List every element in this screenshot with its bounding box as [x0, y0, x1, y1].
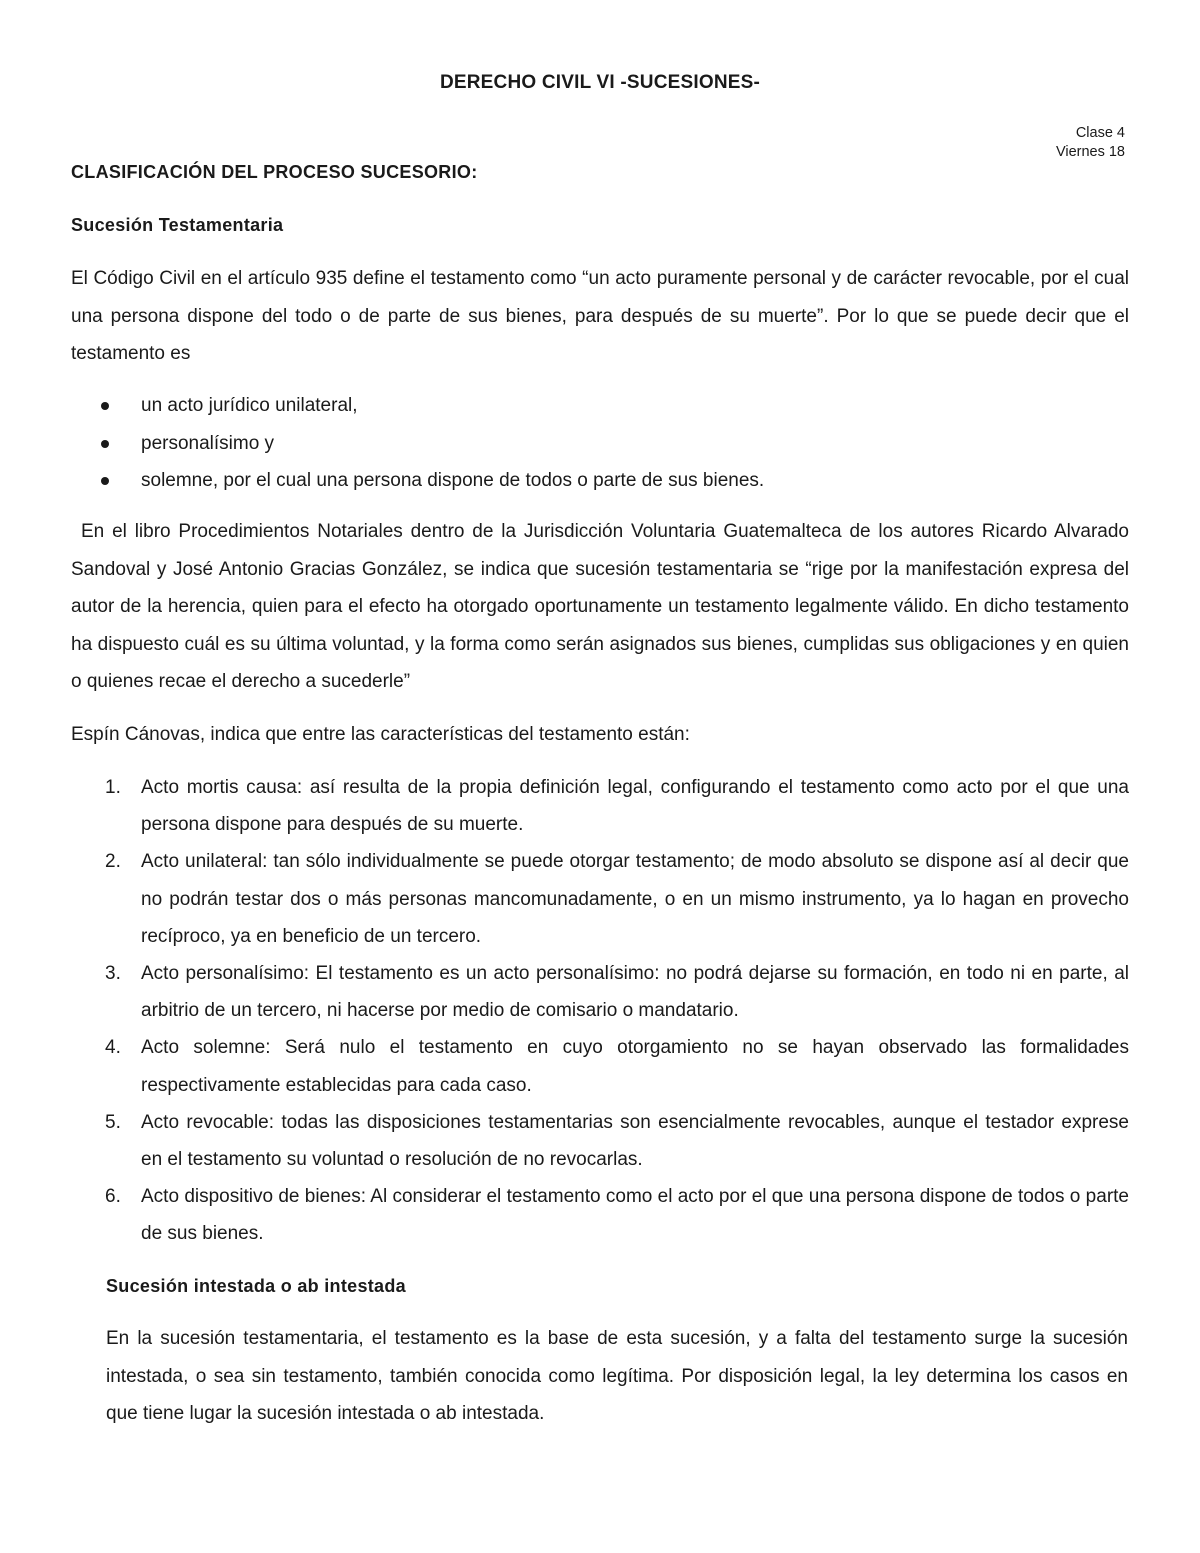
list-item: 5. Acto revocable: todas las disposiciones testamentarias son esencialmente revocables, aunque el testador exprese en el testamento su voluntad o resolución de no revocarlas.	[105, 1111, 1129, 1171]
bullet-icon	[101, 477, 109, 485]
class-number: Clase 4	[1075, 125, 1125, 141]
section-heading-intestada: Sucesión intestada o ab intestada	[106, 1276, 406, 1296]
list-item: 3. Acto personalísimo: El testamento es un acto personalísimo: no podrá dejarse su formación, en todo ni en parte, al arbitrio de un tercero, ni hacerse por medio de comisario o mandatario.	[105, 963, 1129, 1022]
section-heading-testamentaria: Sucesión Testamentaria	[71, 215, 284, 235]
quote-paragraph: En el libro Procedimientos Notariales dentro de la Jurisdicción Voluntaria Guatemalteca de los autores Ricardo Alvarado Sandoval y José Antonio Gracias González, se indica que sucesión testamentaria se “rige por la manifestación expresa del autor de la herencia, quien para el efecto ha otorgado oportunamente un testamento legalmente válido. En dicho testamento ha dispuesto cuál es su última voluntad, y la forma como serán asignados sus bienes, cumplidas sus obligaciones y en quien o quienes recae el derecho a sucederle”	[71, 521, 1129, 692]
characteristics-intro: Espín Cánovas, indica que entre las características del testamento están:	[71, 724, 690, 745]
list-item: personalísimo y	[71, 425, 1129, 463]
class-info	[1056, 124, 1125, 162]
characteristics-list	[71, 769, 1129, 1253]
main-heading: CLASIFICACIÓN DEL PROCESO SUCESORIO:	[71, 162, 478, 182]
document-title: DERECHO CIVIL VI -SUCESIONES-	[439, 72, 761, 93]
class-date: Viernes 18	[1055, 144, 1125, 160]
list-item: solemne, por el cual una persona dispone de todos o parte de sus bienes.	[71, 462, 1129, 500]
list-item: un acto jurídico unilateral,	[71, 387, 1129, 425]
bullet-icon	[101, 440, 109, 448]
bullet-icon	[101, 402, 109, 410]
intestada-paragraph: En la sucesión testamentaria, el testamento es la base de esta sucesión, y a falta del testamento surge la sucesión intestada, o sea sin testamento, también conocida como legítima. Por disposición legal, la ley determina los casos en que tiene lugar la sucesión intestada o ab intestada.	[106, 1328, 1128, 1424]
list-item: 6. Acto dispositivo de bienes: Al considerar el testamento como el acto por el que una persona dispone de todos o parte de sus bienes.	[105, 1186, 1129, 1245]
list-item: 2. Acto unilateral: tan sólo individualmente se puede otorgar testamento; de modo absoluto se dispone así al decir que no podrán testar dos o más personas mancomunadamente, o en un mismo instrumento, ya lo hagan en provecho recíproco, ya en beneficio de un tercero.	[105, 851, 1129, 947]
testament-traits-list	[71, 387, 1129, 500]
intro-paragraph: El Código Civil en el artículo 935 define el testamento como “un acto puramente personal y de carácter revocable, por el cual una persona dispone del todo o de parte de sus bienes, para después de su muerte”. Por lo que se puede decir que el testamento es	[71, 268, 1129, 364]
list-item: 4. Acto solemne: Será nulo el testamento en cuyo otorgamiento no se hayan observado las formalidades respectivamente establecidas para cada caso.	[105, 1037, 1129, 1096]
list-item: 1. Acto mortis causa: así resulta de la propia definición legal, configurando el testamento como acto por el que una persona dispone para después de su muerte.	[105, 777, 1129, 836]
